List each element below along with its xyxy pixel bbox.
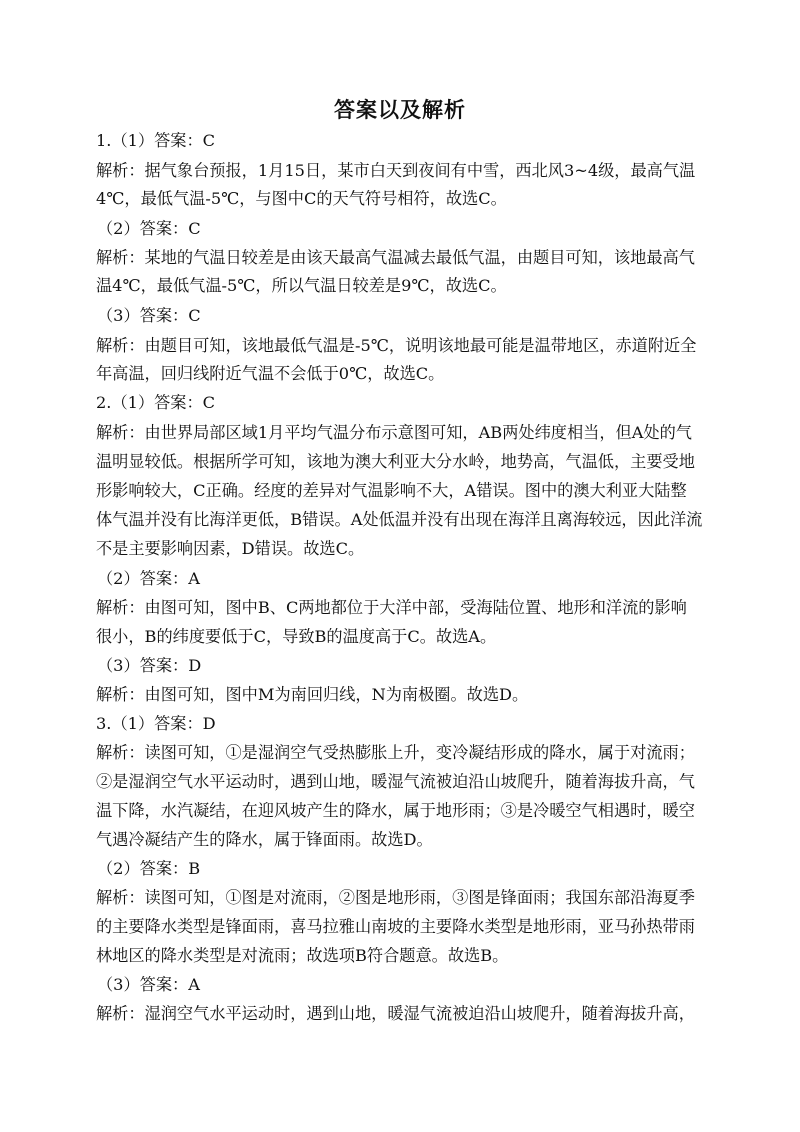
explanation-line: 解析：读图可知，①图是对流雨，②图是地形雨，③图是锋面雨；我国东部沿海夏季 bbox=[96, 888, 695, 907]
answer-line: （2）答案：B bbox=[97, 859, 201, 878]
explanation-line: 不是主要影响因素，D错误。故选C。 bbox=[96, 539, 365, 558]
answer-line: 1.（1）答案：C bbox=[96, 131, 216, 150]
explanation-line: 年高温，回归线附近气温不会低于0℃，故选C。 bbox=[96, 364, 445, 383]
explanation-line: 温明显较低。根据所学可知，该地为澳大利亚大分水岭，地势高，气温低，主要受地 bbox=[96, 452, 695, 471]
explanation-line: 温4℃，最低气温-5℃，所以气温日较差是9℃，故选C。 bbox=[96, 276, 507, 295]
answer-line: （3）答案：A bbox=[97, 975, 200, 994]
explanation-line: 林地区的降水类型是对流雨；故选项B符合题意。故选B。 bbox=[96, 946, 509, 965]
answer-line: （2）答案：A bbox=[97, 569, 200, 588]
explanation-line: 解析：湿润空气水平运动时，遇到山地，暖湿气流被迫沿山坡爬升，随着海拔升高， bbox=[96, 1004, 695, 1023]
explanation-line: ②是湿润空气水平运动时，遇到山地，暖湿气流被迫沿山坡爬升，随着海拔升高，气 bbox=[96, 772, 695, 791]
answer-line: （2）答案：C bbox=[97, 219, 201, 238]
answer-line: 3.（1）答案：D bbox=[96, 714, 216, 733]
explanation-line: 解析：某地的气温日较差是由该天最高气温减去最低气温，由题目可知，该地最高气 bbox=[96, 248, 695, 267]
explanation-line: 解析：由图可知，图中M为南回归线，N为南极圈。故选D。 bbox=[96, 685, 529, 704]
answer-line: （3）答案：D bbox=[97, 656, 202, 675]
answer-line: 2.（1）答案：C bbox=[96, 393, 216, 412]
page-title: 答案以及解析 bbox=[334, 98, 466, 122]
explanation-line: 温下降，水汽凝结，在迎风坡产生的降水，属于地形雨；③是冷暖空气相遇时，暖空 bbox=[96, 801, 695, 820]
explanation-line: 解析：由题目可知，该地最低气温是-5℃，说明该地最可能是温带地区，赤道附近全 bbox=[96, 336, 697, 355]
explanation-line: 解析：据气象台预报，1月15日，某市白天到夜间有中雪，西北风3~4级，最高气温 bbox=[96, 161, 696, 180]
explanation-line: 解析：由世界局部区域1月平均气温分布示意图可知，AB两处纬度相当，但A处的气 bbox=[96, 423, 692, 442]
explanation-line: 形影响较大，C正确。经度的差异对气温影响不大，A错误。图中的澳大利亚大陆整 bbox=[96, 481, 687, 500]
answer-line: （3）答案：C bbox=[97, 306, 201, 325]
explanation-line: 的主要降水类型是锋面雨，喜马拉雅山南坡的主要降水类型是地形雨，亚马孙热带雨 bbox=[96, 917, 695, 936]
explanation-line: 4℃，最低气温-5℃，与图中C的天气符号相符，故选C。 bbox=[96, 189, 507, 208]
explanation-line: 解析：读图可知，①是湿润空气受热膨胀上升，变冷凝结形成的降水，属于对流雨； bbox=[96, 743, 695, 762]
explanation-line: 气遇冷凝结产生的降水，属于锋面雨。故选D。 bbox=[96, 830, 433, 849]
explanation-line: 很小，B的纬度要低于C，导致B的温度高于C。故选A。 bbox=[96, 627, 497, 646]
explanation-line: 解析：由图可知，图中B、C两地都位于大洋中部，受海陆位置、地形和洋流的影响 bbox=[96, 598, 687, 617]
explanation-line: 体气温并没有比海洋更低，B错误。A处低温并没有出现在海洋且离海较远，因此洋流 bbox=[96, 510, 703, 529]
